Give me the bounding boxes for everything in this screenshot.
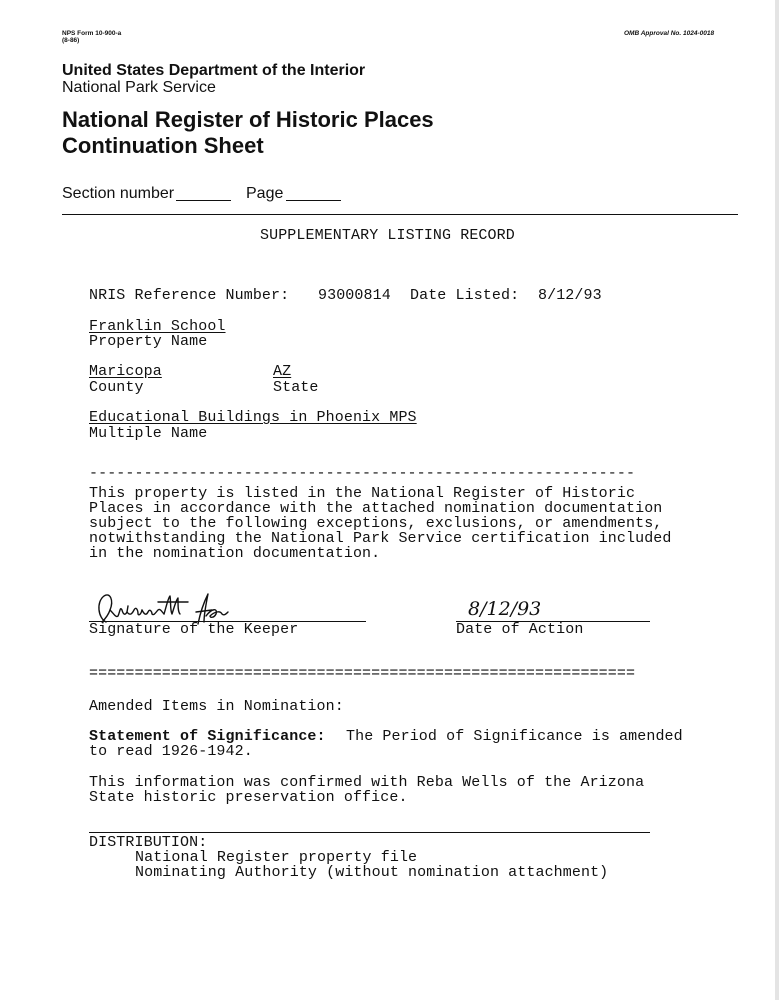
omb-number: OMB Approval No. 1024-0018 (624, 30, 715, 37)
confirmation-text: This information was confirmed with Reba Wells of the Arizona (89, 774, 645, 791)
distribution-rule (89, 832, 650, 833)
state-label: State (273, 379, 319, 396)
county-value: Maricopa (89, 363, 162, 380)
page-blank (286, 200, 341, 201)
record-heading: SUPPLEMENTARY LISTING RECORD (260, 227, 515, 244)
form-date: (8-86) (62, 37, 80, 44)
date-listed-value: 8/12/93 (538, 287, 602, 304)
action-date-handwritten: 8/12/93 (468, 598, 542, 620)
distribution-label: DISTRIBUTION: (89, 834, 208, 851)
dash-rule: ------------------------------------------------------------ (89, 465, 636, 482)
date-of-action-label: Date of Action (456, 621, 584, 638)
significance-text: The Period of Significance is amended (346, 728, 683, 745)
statement-line: Places in accordance with the attached nomination documentation (89, 500, 663, 517)
nris-value: 93000814 (318, 287, 391, 304)
scan-edge (775, 0, 779, 1000)
property-name-label: Property Name (89, 333, 208, 350)
form-title: National Register of Historic Places (62, 107, 434, 132)
equals-rule: ============================================================ (89, 665, 636, 682)
statement-line: in the nomination documentation. (89, 545, 381, 562)
significance-label: Statement of Significance: (89, 728, 326, 745)
department-name: United States Department of the Interior (62, 62, 366, 79)
county-label: County (89, 379, 144, 396)
statement-line: subject to the following exceptions, exclusions, or amendments, (89, 515, 663, 532)
section-number-label: Section number (62, 185, 175, 202)
form-number: NPS Form 10-900-a (62, 30, 122, 37)
multiple-name-value: Educational Buildings in Phoenix MPS (89, 409, 417, 426)
nris-label: NRIS Reference Number: (89, 287, 290, 304)
significance-text: to read 1926-1942. (89, 743, 253, 760)
amended-heading: Amended Items in Nomination: (89, 698, 344, 715)
confirmation-text: State historic preservation office. (89, 789, 408, 806)
section-number-blank (176, 200, 231, 201)
form-subtitle: Continuation Sheet (62, 133, 264, 158)
distribution-item: National Register property file (135, 849, 418, 866)
distribution-item: Nominating Authority (without nomination attachment) (135, 864, 609, 881)
statement-line: This property is listed in the National Register of Historic (89, 485, 636, 502)
multiple-name-label: Multiple Name (89, 425, 208, 442)
date-listed-label: Date Listed: (410, 287, 520, 304)
agency-name: National Park Service (62, 79, 216, 96)
header-divider (62, 214, 738, 215)
property-name-value: Franklin School (89, 318, 226, 335)
statement-line: notwithstanding the National Park Service certification included (89, 530, 672, 547)
signature-label: Signature of the Keeper (89, 621, 299, 638)
state-value: AZ (273, 363, 292, 380)
page-label: Page (246, 185, 284, 202)
